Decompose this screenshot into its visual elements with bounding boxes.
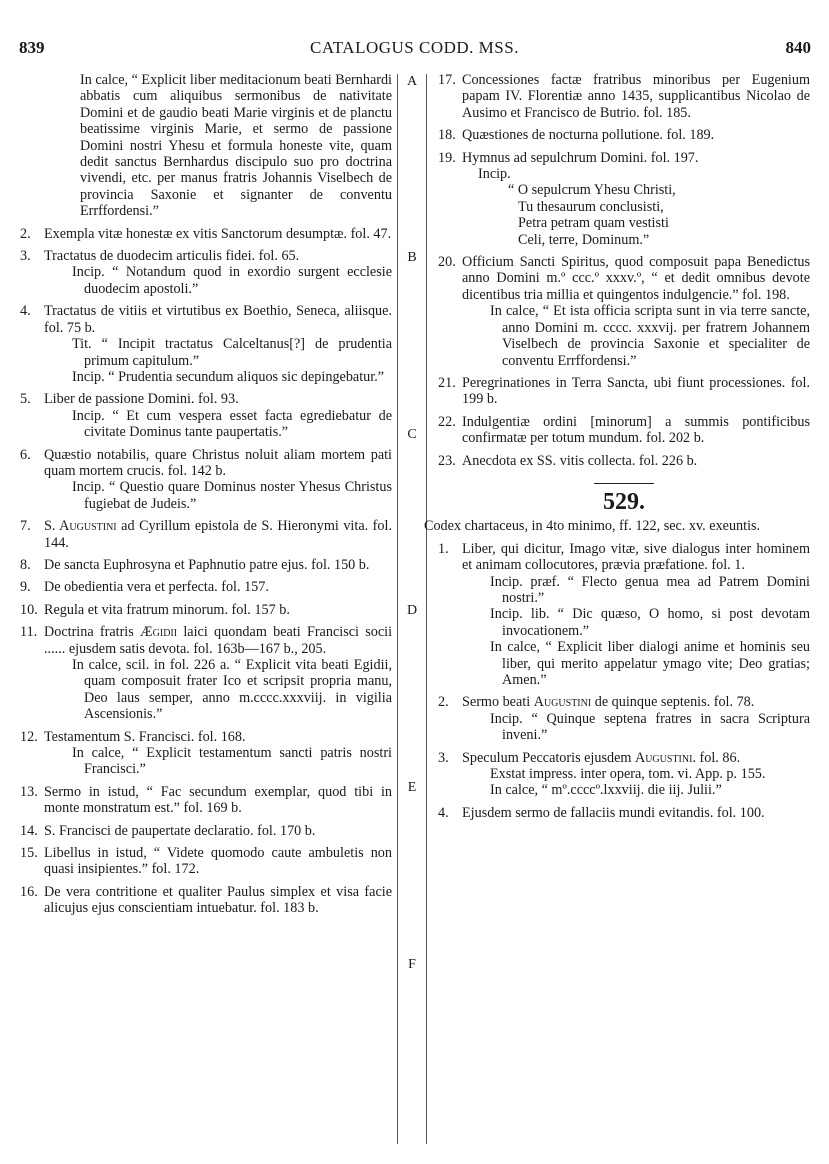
entry-text: ad Cyrillum epistola de S. Hieronymi vita. fol. 144. xyxy=(44,518,392,551)
entry-number: 2. xyxy=(438,694,449,711)
entry-number: 20. xyxy=(438,254,456,271)
entry-number: 19. xyxy=(438,149,456,166)
entry-text: de quinque septenis. fol. 78. xyxy=(591,694,755,711)
entry-note: In calce, scil. in fol. 226 a. “ Explicit vita beati Egidii, quam composuit frater Ico et scripsit propria manu, Deo laus semper, anno m.cccc.xxxviij. in vigilia Ascensionis.” xyxy=(72,657,392,723)
catalogue-entry xyxy=(20,579,392,595)
entry-number: 6. xyxy=(20,446,31,463)
right-entry-list xyxy=(438,72,810,469)
right-page-number: 840 xyxy=(785,38,811,57)
running-title: CATALOGUS CODD. MSS. xyxy=(310,38,519,57)
entry-text: Quæstio notabilis, quare Christus noluit aliam mortem pati quam mortem crucis. fol. 142 b. xyxy=(44,446,392,479)
right-column xyxy=(424,72,810,827)
entry-text: Speculum Peccatoris ejusdem xyxy=(462,749,635,766)
catalogue-entry xyxy=(438,150,810,248)
catalogue-entry xyxy=(20,303,392,385)
intro-paragraph: In calce, “ Explicit liber meditacionum beati Bernhardi abbatis cum aliquibus sermonibus de nativitate Domini et de gaudio beati Marie virginis et de planctu beatissime virginis Marie, et sermo de passione Domini nostri Yhesu et formula honeste vite, quam dedit sanctus Bernhardus discipulo suo pro doctrina vivendi, etc. per manus fratris Johannis Viselbech de provincia Saxonie et signanter de conventu Errffordensi.” xyxy=(80,72,393,220)
entry-number: 2. xyxy=(20,225,31,242)
catalogue-entry xyxy=(438,750,810,799)
entry-text: Officium Sancti Spiritus, quod composuit papa Benedictus anno Domini m.º ccc.º xxxv.º, “ et dedit omnibus devote dicentibus tria millia et quingentos indulgencie.” fol. 198. xyxy=(462,254,810,303)
entry-text: Peregrinationes in Terra Sancta, ubi fiunt processiones. fol. 199 b. xyxy=(462,374,810,408)
catalogue-entry xyxy=(20,784,392,817)
column-rule-right xyxy=(426,74,427,1144)
entry-number: 1. xyxy=(438,540,449,557)
entry-author: Ægidii xyxy=(140,624,178,641)
entry-text: Sermo beati xyxy=(462,694,534,711)
catalogue-entry xyxy=(20,447,392,513)
margin-letter-c: C xyxy=(407,427,417,442)
entry-text: Testamentum S. Francisci. fol. 168. xyxy=(44,728,246,745)
entry-text: S. Francisci de paupertate declaratio. fol. 170 b. xyxy=(44,822,316,839)
catalogue-entry xyxy=(20,391,392,440)
codex-description: Codex chartaceus, in 4to minimo, ff. 122, sec. xv. exeuntis. xyxy=(424,518,761,535)
catalogue-entry xyxy=(20,248,392,297)
catalogue-entry xyxy=(438,254,810,369)
entry-text: . fol. 86. xyxy=(692,749,741,766)
entry-number: 15. xyxy=(20,845,38,862)
entry-note: Incip. præf. “ Flecto genua mea ad Patrem Domini nostri.” xyxy=(490,573,810,606)
catalogue-entry xyxy=(438,127,810,143)
entry-author: S. Augustini xyxy=(44,518,117,535)
entry-text: Tractatus de vitiis et virtutibus ex Boethio, Seneca, aliisque. fol. 75 b. xyxy=(44,303,392,336)
entry-number: 22. xyxy=(438,413,456,430)
entry-number: 4. xyxy=(438,804,449,821)
catalogue-entry xyxy=(20,518,392,551)
catalogue-entry xyxy=(20,845,392,878)
entry-number: 17. xyxy=(438,72,456,88)
entry-number: 3. xyxy=(438,749,449,766)
catalogue-entry xyxy=(438,414,810,447)
catalogue-entry xyxy=(20,729,392,778)
entry-note: Exstat impress. inter opera, tom. vi. App. p. 155. xyxy=(490,766,766,783)
entry-note: Tit. “ Incipit tractatus Calceltanus[?] de prudentia primum capitulum.” xyxy=(72,336,392,369)
entry-note: In calce, “ mº.ccccº.lxxviij. die iij. Julii.” xyxy=(490,782,722,799)
entry-number: 3. xyxy=(20,248,31,265)
entry-number: 4. xyxy=(20,303,31,320)
catalogue-entry xyxy=(20,557,392,573)
catalogue-entry xyxy=(20,884,392,917)
margin-letter-a: A xyxy=(406,74,418,89)
catalogue-entry xyxy=(20,624,392,722)
catalogue-entry xyxy=(438,541,810,689)
entry-text: Hymnus ad sepulchrum Domini. fol. 197. xyxy=(462,149,699,166)
catalogue-entry xyxy=(20,602,392,618)
margin-letter-f: F xyxy=(408,957,416,972)
entry-text: laici quondam beati Francisci socii ...... ejusdem satis devota. fol. 163b—167 b., 205. xyxy=(44,624,393,657)
entry-text: De obedientia vera et perfecta. fol. 157. xyxy=(44,579,269,596)
entry-text: Liber, qui dicitur, Imago vitæ, sive dialogus inter hominem et animam collocutores, prævia præfatione. fol. 1. xyxy=(462,540,810,574)
entry-number: 14. xyxy=(20,822,38,839)
entry-incipit: Incip. xyxy=(478,166,511,183)
entry-number: 23. xyxy=(438,452,456,469)
entry-text: Concessiones factæ fratribus minoribus per Eugenium papam IV. Florentiæ anno 1435, supplicantibus Nicolao de Ausimo et Francisco de Butrio. fol. 185. xyxy=(462,72,810,121)
margin-letter-b: B xyxy=(407,250,417,265)
codex-entry-list xyxy=(438,541,810,822)
entry-note: Incip. “ Et cum vespera esset facta egrediebatur de civitate Dominus tante paupertatis.” xyxy=(72,407,392,441)
catalogue-entry xyxy=(438,805,810,821)
entry-note: In calce, “ Explicit testamentum sancti patris nostri Francisci.” xyxy=(72,745,392,778)
catalogue-entry xyxy=(438,694,810,743)
catalogue-entry xyxy=(438,72,810,121)
entry-text: Exempla vitæ honestæ ex vitis Sanctorum desumptæ. fol. 47. xyxy=(44,225,392,242)
entry-note: In calce, “ Explicit liber dialogi anime et hominis seu liber, qui merito appelatur ymago vite; Deo gratias; Amen.” xyxy=(490,639,810,688)
margin-letter-e: E xyxy=(407,780,417,795)
entry-text: Indulgentiæ ordini [minorum] a summis pontificibus confirmatæ per totum mundum. fol. 202 b. xyxy=(462,413,810,447)
catalogue-entry xyxy=(20,226,392,242)
left-page-number: 839 xyxy=(19,38,45,57)
entry-text: Ejusdem sermo de fallaciis mundi evitandis. fol. 100. xyxy=(462,804,765,821)
codex-number: 529. xyxy=(603,488,645,515)
entry-number: 11. xyxy=(20,624,38,641)
column-rule-left xyxy=(397,74,398,1144)
entry-text: Libellus in istud, “ Videte quomodo caute ambuletis non quasi insipientes.” fol. 172. xyxy=(44,845,392,878)
entry-number: 10. xyxy=(20,601,38,618)
entry-note: Incip. “ Prudentia secundum aliquos sic depingebatur.” xyxy=(72,368,385,385)
entry-number: 21. xyxy=(438,374,456,391)
entry-note: Incip. lib. “ Dic quæso, O homo, si post devotam invocationem.” xyxy=(490,606,810,639)
entry-author: Augustini xyxy=(533,694,592,711)
entry-note: Incip. “ Quinque septena fratres in sacra Scriptura inveni.” xyxy=(490,710,810,744)
entry-text: De sancta Euphrosyna et Paphnutio patre ejus. fol. 150 b. xyxy=(44,556,370,573)
left-entry-list xyxy=(20,226,392,917)
entry-number: 8. xyxy=(20,556,31,573)
hymn-line: Celi, terre, Dominum.” xyxy=(518,231,650,248)
entry-note: In calce, “ Et ista officia scripta sunt in via terre sancte, anno Domini m. cccc. xxxvij. per fratrem Johannem Viselbech de provincia Saxonie et specialiter de conventu Errffordensi.” xyxy=(490,303,810,369)
page-header xyxy=(0,38,829,60)
hymn-line: Petra petram quam vestisti xyxy=(518,215,669,232)
entry-number: 9. xyxy=(20,579,31,596)
entry-text: Anecdota ex SS. vitis collecta. fol. 226 b. xyxy=(462,452,698,469)
margin-letter-d: D xyxy=(406,603,418,618)
catalogue-entry xyxy=(438,375,810,408)
entry-text: Quæstiones de nocturna pollutione. fol. 189. xyxy=(462,127,715,144)
codex-separator xyxy=(594,483,654,484)
entry-number: 13. xyxy=(20,783,38,800)
entry-text: Tractatus de duodecim articulis fidei. fol. 65. xyxy=(44,248,300,265)
left-column xyxy=(20,72,392,923)
entry-number: 7. xyxy=(20,518,31,535)
entry-text: Regula et vita fratrum minorum. fol. 157 b. xyxy=(44,601,290,618)
catalogue-entry xyxy=(438,453,810,469)
entry-note: Incip. “ Questio quare Dominus noster Yhesus Christus fugiebat de Judeis.” xyxy=(72,479,392,512)
hymn-line: “ O sepulcrum Yhesu Christi, xyxy=(508,182,676,199)
entry-number: 5. xyxy=(20,391,31,408)
hymn-line: Tu thesaurum conclusisti, xyxy=(518,198,664,215)
entry-number: 18. xyxy=(438,127,456,144)
entry-number: 16. xyxy=(20,883,38,900)
entry-text: Liber de passione Domini. fol. 93. xyxy=(44,391,239,408)
entry-author: Augustini xyxy=(634,749,693,766)
entry-text: Doctrina fratris xyxy=(44,624,141,641)
entry-text: De vera contritione et qualiter Paulus simplex et visa facie alicujus ejus conscientiam intuebatur. fol. 183 b. xyxy=(44,883,392,917)
catalogue-entry xyxy=(20,823,392,839)
entry-note: Incip. “ Notandum quod in exordio surgent ecclesie duodecim apostoli.” xyxy=(72,264,392,297)
entry-number: 12. xyxy=(20,728,38,745)
entry-text: Sermo in istud, “ Fac secundum exemplar, quod tibi in monte monstratum est.” fol. 169 b. xyxy=(44,783,392,817)
